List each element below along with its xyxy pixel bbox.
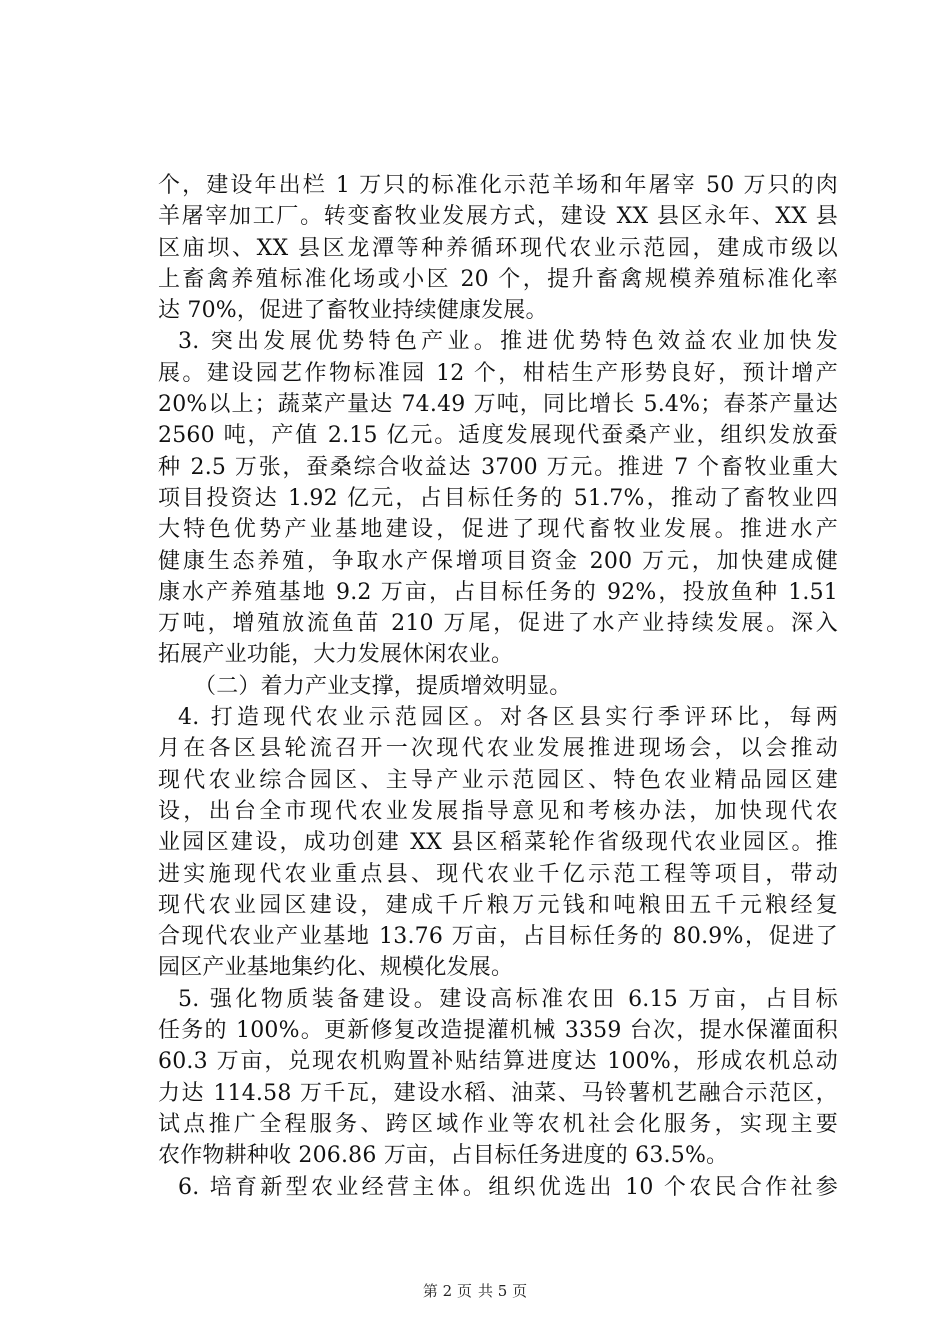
text-line: 任务的 100%。更新修复改造提灌机械 3359 台次，提水保灌面积 <box>158 1018 838 1044</box>
text-line: 现代农业综合园区、主导产业示范园区、特色农业精品园区建 <box>158 767 838 793</box>
page-number: 第 2 页 <box>422 1282 472 1300</box>
text-line: 现代农业园区建设，建成千斤粮万元钱和吨粮田五千元粮经复 <box>158 892 838 918</box>
text-line: 合现代农业产业基地 13.76 万亩，占目标任务的 80.9%，促进了 <box>158 924 838 950</box>
text-line: 上畜禽养殖标准化场或小区 20 个，提升畜禽规模养殖标准化率 <box>158 266 838 292</box>
text-line: 3. 突出发展优势特色产业。推进优势特色效益农业加快发 <box>178 329 838 355</box>
text-line: 4. 打造现代农业示范园区。对各区县实行季评环比，每两 <box>178 705 838 731</box>
body-text <box>158 170 838 1203</box>
text-line: 5. 强化物质装备建设。建设高标准农田 6.15 万亩，占目标 <box>178 986 838 1012</box>
text-line: 健康生态养殖，争取水产保增项目资金 200 万元，加快建成健 <box>158 548 838 574</box>
text-line: 区庙坝、XX 县区龙潭等种养循环现代农业示范园，建成市级以 <box>158 235 838 261</box>
page-total: 共 5 页 <box>478 1282 528 1300</box>
text-line: 拓展产业功能，大力发展休闲农业。 <box>158 642 514 668</box>
text-line: 6. 培育新型农业经营主体。组织优选出 10 个农民合作社参 <box>178 1174 838 1200</box>
text-line: 种 2.5 万张，蚕桑综合收益达 3700 万元。推进 7 个畜牧业重大 <box>158 454 838 480</box>
text-line: 农作物耕种收 206.86 万亩，占目标任务进度的 63.5%。 <box>158 1143 729 1169</box>
text-line: 2560 吨，产值 2.15 亿元。适度发展现代蚕桑产业，组织发放蚕 <box>158 423 838 449</box>
page-footer <box>0 1281 950 1301</box>
text-line: 园区产业基地集约化、规模化发展。 <box>158 955 514 981</box>
text-line: 力达 114.58 万千瓦，建设水稻、油菜、马铃薯机艺融合示范区， <box>158 1080 838 1106</box>
text-line: 个，建设年出栏 1 万只的标准化示范羊场和年屠宰 50 万只的肉 <box>158 173 838 198</box>
text-line: 20%以上；蔬菜产量达 74.49 万吨，同比增长 5.4%；春茶产量达 <box>158 392 838 418</box>
text-line: 月在各区县轮流召开一次现代农业发展推进现场会，以会推动 <box>158 736 838 762</box>
text-line: 展。建设园艺作物标准园 12 个，柑桔生产形势良好，预计增产 <box>158 360 838 386</box>
text-line: 60.3 万亩，兑现农机购置补贴结算进度达 100%，形成农机总动 <box>158 1049 838 1075</box>
text-line: 康水产养殖基地 9.2 万亩，占目标任务的 92%，投放鱼种 1.51 <box>158 579 838 605</box>
text-line: 羊屠宰加工厂。转变畜牧业发展方式，建设 XX 县区永年、XX 县 <box>158 204 838 230</box>
section-heading: （二）着力产业支撑，提质增效明显。 <box>194 673 572 699</box>
text-line: 达 70%，促进了畜牧业持续健康发展。 <box>158 298 548 324</box>
text-line: 进实施现代农业重点县、现代农业千亿示范工程等项目，带动 <box>158 861 838 887</box>
text-line: 项目投资达 1.92 亿元，占目标任务的 51.7%，推动了畜牧业四 <box>158 485 838 511</box>
text-line: 大特色优势产业基地建设，促进了现代畜牧业发展。推进水产 <box>158 517 838 543</box>
text-line: 设，出台全市现代农业发展指导意见和考核办法，加快现代农 <box>158 798 838 824</box>
text-line: 业园区建设，成功创建 XX 县区稻菜轮作省级现代农业园区。推 <box>158 830 838 856</box>
text-line: 试点推广全程服务、跨区域作业等农机社会化服务，实现主要 <box>158 1111 838 1137</box>
text-line: 万吨，增殖放流鱼苗 210 万尾，促进了水产业持续发展。深入 <box>158 611 838 637</box>
